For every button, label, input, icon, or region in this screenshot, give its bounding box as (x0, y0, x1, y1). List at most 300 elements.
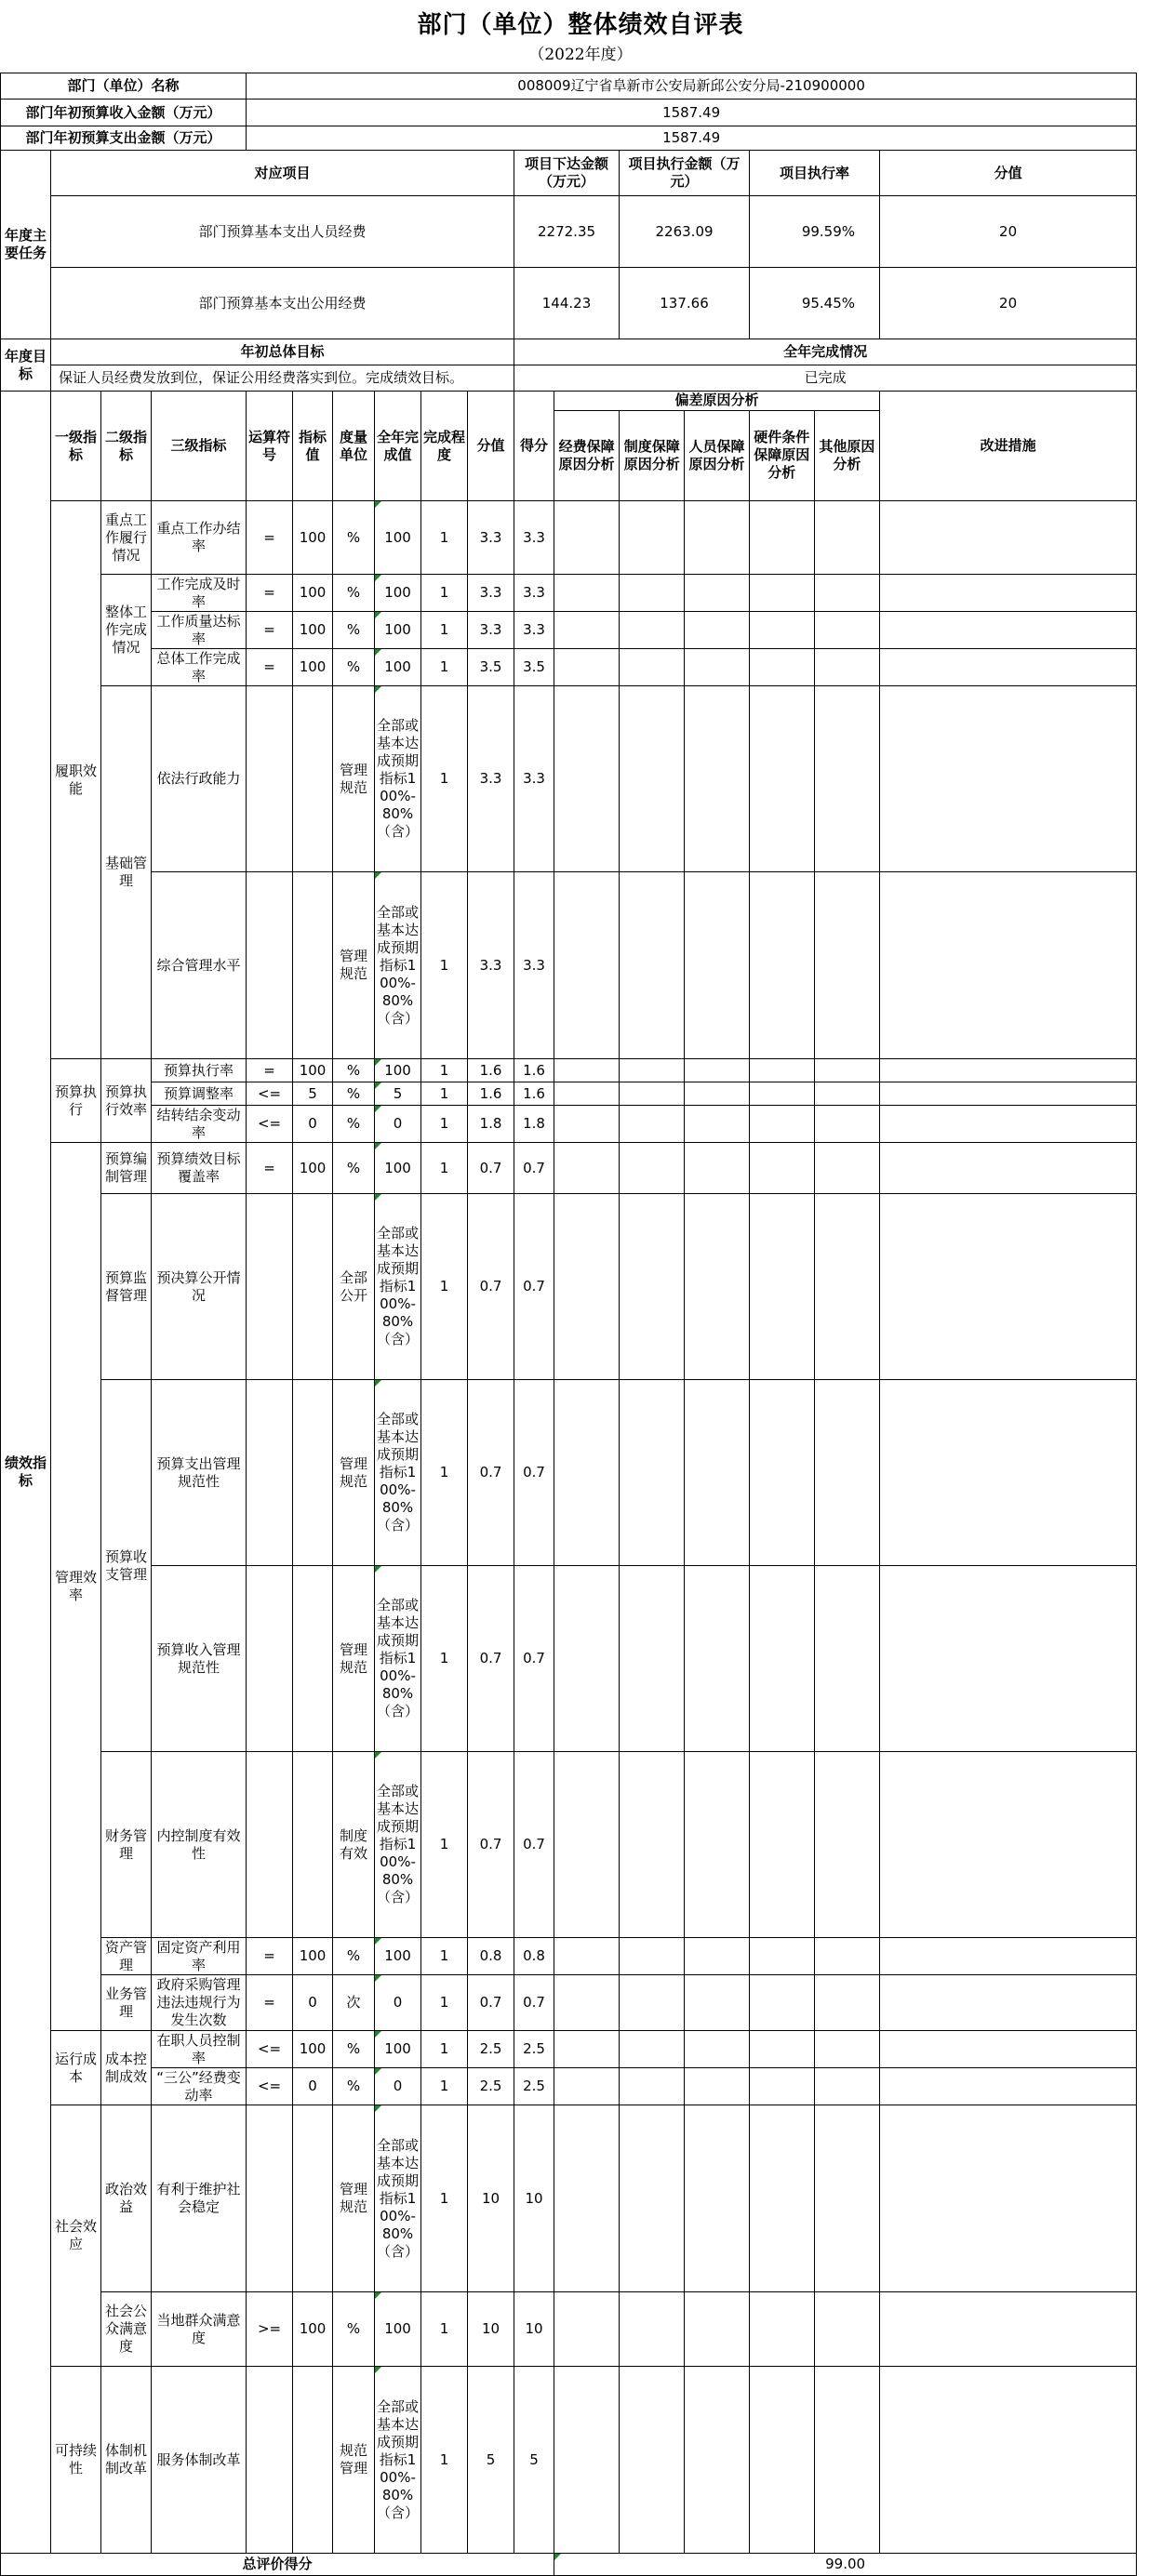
indicator-score-value: 3.3 (468, 575, 514, 612)
deviation-reason-cell (815, 1082, 880, 1106)
indicator-unit: 规范管理 (333, 2367, 375, 2554)
indicator-target: 0 (293, 2068, 333, 2105)
indicator-level1: 预算执行 (51, 1059, 101, 1143)
task-rate: 99.59% (750, 196, 880, 268)
indicator-score-value: 1.8 (468, 1106, 514, 1143)
indicator-level2: 财务管理 (101, 1752, 152, 1938)
indicator-unit: % (333, 1082, 375, 1106)
deviation-reason-cell (750, 612, 815, 649)
indicator-score: 0.7 (514, 1380, 554, 1566)
deviation-reason-cell (750, 575, 815, 612)
indicator-operator: = (247, 1975, 293, 2031)
deviation-reason-cell (554, 649, 620, 686)
col-operator: 运算符号 (247, 392, 293, 501)
deviation-reason-cell (815, 612, 880, 649)
indicator-level3: 工作完成及时率 (152, 575, 247, 612)
indicator-row (1, 575, 1137, 612)
tasks-col-project: 对应项目 (51, 151, 514, 196)
indicator-degree: 1 (421, 1380, 468, 1566)
total-row (1, 2554, 1137, 2576)
indicator-unit: 管理规范 (333, 686, 375, 872)
indicator-actual: 100 (375, 1143, 421, 1194)
indicator-degree: 1 (421, 1059, 468, 1082)
deviation-reason-cell (554, 1194, 620, 1380)
indicator-actual: 100 (375, 501, 421, 575)
deviation-reason-cell (750, 1938, 815, 1975)
deviation-reason-cell (815, 1380, 880, 1566)
indicator-actual: 0 (375, 1106, 421, 1143)
total-value: 99.00 (554, 2554, 1137, 2576)
indicator-level1: 运行成本 (51, 2031, 101, 2105)
deviation-reason-cell (750, 2292, 815, 2367)
deviation-reason-cell (815, 2367, 880, 2554)
tasks-side-label: 年度主要任务 (1, 151, 51, 339)
indicator-degree: 1 (421, 2105, 468, 2292)
indicator-operator (247, 2367, 293, 2554)
tasks-header-row (1, 151, 1137, 196)
deviation-reason-cell (750, 649, 815, 686)
indicator-operator: = (247, 575, 293, 612)
indicator-target: 100 (293, 1143, 333, 1194)
evaluation-table (0, 73, 1137, 2576)
indicator-level3: 预算支出管理规范性 (152, 1380, 247, 1566)
indicator-operator (247, 1566, 293, 1752)
deviation-reason-cell (554, 1752, 620, 1938)
indicator-degree: 1 (421, 1975, 468, 2031)
task-allocated: 144.23 (514, 268, 620, 339)
indicator-actual: 全部或基本达成预期指标100%-80%（含） (375, 686, 421, 872)
indicator-score-value: 10 (468, 2292, 514, 2367)
deviation-reason-cell (750, 501, 815, 575)
indicator-score-value: 0.7 (468, 1380, 514, 1566)
indicator-target: 0 (293, 1106, 333, 1143)
deviation-reason-cell (815, 1566, 880, 1752)
deviation-reason-cell (620, 1380, 685, 1566)
indicator-actual: 100 (375, 1938, 421, 1975)
deviation-reason-cell (554, 612, 620, 649)
indicator-score-value: 0.7 (468, 1975, 514, 2031)
deviation-reason-cell (620, 872, 685, 1059)
indicator-actual: 全部或基本达成预期指标100%-80%（含） (375, 872, 421, 1059)
indicator-operator (247, 686, 293, 872)
deviation-reason-cell (685, 2031, 750, 2068)
deviation-reason-cell (685, 2367, 750, 2554)
deviation-reason-cell (554, 501, 620, 575)
improvement-cell (880, 649, 1137, 686)
indicator-target: 100 (293, 612, 333, 649)
deviation-reason-cell (815, 1143, 880, 1194)
indicator-unit: % (333, 1938, 375, 1975)
tasks-row (1, 196, 1137, 268)
deviation-title: 偏差原因分析 (554, 392, 879, 410)
indicator-target: 0 (293, 1975, 333, 2031)
deviation-reason-cell (620, 612, 685, 649)
col-actual: 全年完成值 (375, 392, 421, 501)
deviation-reason-cell (620, 1059, 685, 1082)
goal-header: 年初总体目标 (51, 339, 514, 365)
expense-row (1, 126, 1137, 151)
indicator-target: 100 (293, 1938, 333, 1975)
goal-text: 保证人员经费发放到位，保证公用经费落实到位。完成绩效目标。 (51, 365, 514, 392)
indicator-row (1, 2105, 1137, 2292)
indicator-degree: 1 (421, 1082, 468, 1106)
indicator-target: 100 (293, 1059, 333, 1082)
indicator-level3: 综合管理水平 (152, 872, 247, 1059)
indicator-degree: 1 (421, 501, 468, 575)
improvement-cell (880, 1143, 1137, 1194)
deviation-reason-cell (815, 1975, 880, 2031)
deviation-reason-cell (554, 1938, 620, 1975)
indicator-level1: 可持续性 (51, 2367, 101, 2554)
indicator-actual: 0 (375, 1975, 421, 2031)
indicator-operator (247, 1752, 293, 1938)
indicator-actual: 100 (375, 612, 421, 649)
deviation-reason-cell (554, 2068, 620, 2105)
col-score: 得分 (514, 392, 554, 501)
indicator-row (1, 1752, 1137, 1938)
indicator-degree: 1 (421, 2068, 468, 2105)
indicator-score-value: 10 (468, 2105, 514, 2292)
task-project: 部门预算基本支出公用经费 (51, 268, 514, 339)
indicator-score: 3.3 (514, 612, 554, 649)
indicator-level3: 内控制度有效性 (152, 1752, 247, 1938)
col-score-value: 分值 (468, 392, 514, 501)
deviation-reason-cell (750, 1106, 815, 1143)
indicator-level2: 预算编制管理 (101, 1143, 152, 1194)
indicator-score: 0.7 (514, 1143, 554, 1194)
indicator-level2: 预算收支管理 (101, 1380, 152, 1752)
indicator-actual: 全部或基本达成预期指标100%-80%（含） (375, 1194, 421, 1380)
total-label: 总评价得分 (1, 2554, 554, 2576)
deviation-reason-cell (620, 1938, 685, 1975)
deviation-reason-cell (750, 686, 815, 872)
deviation-reason-cell (685, 1143, 750, 1194)
indicator-score-value: 3.3 (468, 501, 514, 575)
deviation-reason-cell (815, 1194, 880, 1380)
deviation-reason-cell (685, 872, 750, 1059)
indicator-unit: % (333, 649, 375, 686)
indicator-target: 100 (293, 2031, 333, 2068)
tasks-row (1, 268, 1137, 339)
indicator-row (1, 872, 1137, 1059)
indicator-level1: 社会效应 (51, 2105, 101, 2367)
indicator-degree: 1 (421, 612, 468, 649)
task-executed: 2263.09 (620, 196, 750, 268)
indicator-actual: 100 (375, 1059, 421, 1082)
deviation-reason-cell (620, 2068, 685, 2105)
indicator-operator: = (247, 1143, 293, 1194)
indicator-degree: 1 (421, 1194, 468, 1380)
improvement-cell (880, 872, 1137, 1059)
task-executed: 137.66 (620, 268, 750, 339)
deviation-reason-cell (815, 501, 880, 575)
indicator-score: 0.7 (514, 1752, 554, 1938)
indicator-operator: = (247, 501, 293, 575)
deviation-reason-cell (554, 2105, 620, 2292)
indicator-unit: % (333, 575, 375, 612)
deviation-reason-cell (554, 1566, 620, 1752)
indicator-operator: = (247, 649, 293, 686)
indicator-row (1, 1975, 1137, 2031)
deviation-reason-cell (750, 872, 815, 1059)
improvement-cell (880, 1082, 1137, 1106)
col-deviation-reason: 硬件条件保障原因分析 (749, 410, 814, 500)
unit-name-value: 008009辽宁省阜新市公安局新邱公安分局-210900000 (247, 73, 1137, 100)
indicator-level2: 重点工作履行情况 (101, 501, 152, 575)
indicator-level3: 总体工作完成率 (152, 649, 247, 686)
deviation-reason-cell (685, 1752, 750, 1938)
indicator-degree: 1 (421, 2292, 468, 2367)
indicator-score: 3.3 (514, 575, 554, 612)
indicator-operator (247, 1194, 293, 1380)
indicator-operator: >= (247, 2292, 293, 2367)
deviation-reason-cell (620, 649, 685, 686)
improvement-cell (880, 1752, 1137, 1938)
deviation-reason-cell (554, 2031, 620, 2068)
goal-row (1, 365, 1137, 392)
deviation-reason-cell (685, 686, 750, 872)
deviation-reason-cell (620, 1194, 685, 1380)
improvement-cell (880, 2031, 1137, 2068)
unit-name-label: 部门（单位）名称 (1, 73, 247, 100)
indicator-score-value: 3.3 (468, 612, 514, 649)
deviation-reason-cell (815, 872, 880, 1059)
deviation-reason-cell (554, 1380, 620, 1566)
indicator-level3: 结转结余变动率 (152, 1106, 247, 1143)
improvement-cell (880, 575, 1137, 612)
col-deviation-reason: 经费保障原因分析 (554, 410, 620, 500)
deviation-reason-cell (750, 2031, 815, 2068)
indicator-target (293, 2105, 333, 2292)
deviation-reason-cell (685, 2068, 750, 2105)
col-deviation-reason: 人员保障原因分析 (685, 410, 750, 500)
indicator-unit: % (333, 2292, 375, 2367)
deviation-reason-cell (750, 1975, 815, 2031)
expense-label: 部门年初预算支出金额（万元） (1, 126, 247, 151)
indicator-unit: % (333, 1106, 375, 1143)
indicator-score-value: 1.6 (468, 1059, 514, 1082)
indicator-actual: 5 (375, 1082, 421, 1106)
task-score-value: 20 (880, 196, 1137, 268)
deviation-reason-cell (685, 575, 750, 612)
indicator-level3: 服务体制改革 (152, 2367, 247, 2554)
indicator-level2: 基础管理 (101, 686, 152, 1059)
indicator-unit: 制度有效 (333, 1752, 375, 1938)
indicator-row (1, 2367, 1137, 2554)
indicator-unit: % (333, 1059, 375, 1082)
indicator-operator: = (247, 1938, 293, 1975)
indicator-target (293, 1752, 333, 1938)
indicator-level2: 体制机制改革 (101, 2367, 152, 2554)
deviation-reason-cell (815, 2105, 880, 2292)
indicator-actual: 100 (375, 2292, 421, 2367)
task-allocated: 2272.35 (514, 196, 620, 268)
deviation-reason-cell (685, 1106, 750, 1143)
indicator-operator (247, 1380, 293, 1566)
deviation-reason-cell (685, 1566, 750, 1752)
indicator-score-value: 0.7 (468, 1194, 514, 1380)
indicator-score-value: 2.5 (468, 2068, 514, 2105)
unit-name-row (1, 73, 1137, 100)
indicator-header-row (1, 392, 1137, 501)
indicator-score-value: 3.3 (468, 872, 514, 1059)
indicator-actual: 0 (375, 2068, 421, 2105)
indicator-target: 100 (293, 649, 333, 686)
indicator-degree: 1 (421, 686, 468, 872)
indicator-score: 10 (514, 2292, 554, 2367)
tasks-col-allocated: 项目下达金额（万元） (514, 151, 620, 196)
indicator-row (1, 1106, 1137, 1143)
indicator-level3: 工作质量达标率 (152, 612, 247, 649)
col-unit: 度量单位 (333, 392, 375, 501)
indicator-target (293, 686, 333, 872)
indicator-score-value: 1.6 (468, 1082, 514, 1106)
indicator-level3: 预算调整率 (152, 1082, 247, 1106)
indicator-unit: 管理规范 (333, 872, 375, 1059)
indicator-level3: 重点工作办结率 (152, 501, 247, 575)
indicator-level3: “三公”经费变动率 (152, 2068, 247, 2105)
indicator-level2: 资产管理 (101, 1938, 152, 1975)
indicator-level3: 政府采购管理违法违规行为发生次数 (152, 1975, 247, 2031)
improvement-cell (880, 1106, 1137, 1143)
improvement-cell (880, 2068, 1137, 2105)
deviation-reason-cell (620, 2031, 685, 2068)
deviation-reason-cell (620, 1752, 685, 1938)
indicator-degree: 1 (421, 1566, 468, 1752)
indicator-unit: 管理规范 (333, 2105, 375, 2292)
deviation-reason-cell (750, 1082, 815, 1106)
indicator-row (1, 1059, 1137, 1082)
deviation-reason-cell (620, 2367, 685, 2554)
indicator-score: 1.6 (514, 1059, 554, 1082)
indicator-actual: 全部或基本达成预期指标100%-80%（含） (375, 2367, 421, 2554)
improvement-cell (880, 612, 1137, 649)
indicator-level2: 社会公众满意度 (101, 2292, 152, 2367)
indicator-unit: % (333, 2031, 375, 2068)
improvement-cell (880, 1059, 1137, 1082)
deviation-reason-cell (685, 612, 750, 649)
indicator-degree: 1 (421, 1752, 468, 1938)
indicator-score: 0.7 (514, 1194, 554, 1380)
indicator-score-value: 3.3 (468, 686, 514, 872)
indicator-target (293, 1194, 333, 1380)
deviation-reason-cell (620, 686, 685, 872)
indicator-score: 0.7 (514, 1566, 554, 1752)
indicator-level1: 管理效率 (51, 1143, 101, 2031)
indicator-row (1, 649, 1137, 686)
deviation-reason-cell (685, 2105, 750, 2292)
deviation-reason-cell (554, 575, 620, 612)
deviation-reason-cell (750, 1194, 815, 1380)
indicator-level3: 预算收入管理规范性 (152, 1566, 247, 1752)
col-level3: 三级指标 (152, 392, 247, 501)
indicator-row (1, 1082, 1137, 1106)
indicator-target: 5 (293, 1082, 333, 1106)
col-level1: 一级指标 (51, 392, 101, 501)
deviation-reason-cell (620, 1566, 685, 1752)
improvement-cell (880, 501, 1137, 575)
deviation-reason-cell (554, 1975, 620, 2031)
indicator-level3: 固定资产利用率 (152, 1938, 247, 1975)
indicator-score: 3.3 (514, 686, 554, 872)
deviation-reason-cell (815, 1938, 880, 1975)
indicator-score: 0.7 (514, 1975, 554, 2031)
indicator-level2: 预算监督管理 (101, 1194, 152, 1380)
indicators-side-label: 绩效指标 (1, 392, 51, 2554)
indicator-row (1, 1566, 1137, 1752)
indicator-degree: 1 (421, 649, 468, 686)
deviation-reason-cell (685, 649, 750, 686)
deviation-reason-cell (750, 1059, 815, 1082)
deviation-reason-cell (815, 2031, 880, 2068)
indicator-row (1, 2031, 1137, 2068)
indicator-degree: 1 (421, 1938, 468, 1975)
indicator-score: 2.5 (514, 2031, 554, 2068)
deviation-reason-cell (750, 1143, 815, 1194)
deviation-reason-cell (815, 1059, 880, 1082)
indicator-score-value: 2.5 (468, 2031, 514, 2068)
indicator-operator: = (247, 1059, 293, 1082)
col-deviation-reason: 制度保障原因分析 (620, 410, 685, 500)
indicator-unit: 全部公开 (333, 1194, 375, 1380)
deviation-reason-cell (620, 1975, 685, 2031)
indicator-row (1, 2068, 1137, 2105)
indicator-score: 3.3 (514, 872, 554, 1059)
indicator-score: 3.5 (514, 649, 554, 686)
indicator-row (1, 1143, 1137, 1194)
indicator-operator: <= (247, 2068, 293, 2105)
indicator-row (1, 1938, 1137, 1975)
indicator-operator (247, 2105, 293, 2292)
deviation-reason-cell (750, 2068, 815, 2105)
indicator-actual: 100 (375, 575, 421, 612)
task-rate: 95.45% (750, 268, 880, 339)
deviation-reason-cell (815, 686, 880, 872)
deviation-reason-cell (750, 1752, 815, 1938)
indicator-row (1, 501, 1137, 575)
indicator-level3: 预算执行率 (152, 1059, 247, 1082)
indicator-degree: 1 (421, 575, 468, 612)
deviation-reason-cell (554, 1143, 620, 1194)
indicator-level3: 有利于维护社会稳定 (152, 2105, 247, 2292)
indicator-degree: 1 (421, 2367, 468, 2554)
deviation-reason-cell (815, 575, 880, 612)
improvement-cell (880, 2367, 1137, 2554)
deviation-reason-cell (685, 1380, 750, 1566)
indicator-score: 10 (514, 2105, 554, 2292)
page-subtitle: （2022年度） (528, 46, 633, 64)
indicator-level2: 政治效益 (101, 2105, 152, 2292)
page-title: 部门（单位）整体绩效自评表 (417, 11, 744, 39)
indicator-operator: <= (247, 2031, 293, 2068)
deviation-reason-cell (815, 2292, 880, 2367)
deviation-reason-cell (554, 686, 620, 872)
completion-text: 已完成 (514, 365, 1137, 392)
indicator-score: 1.8 (514, 1106, 554, 1143)
indicator-target: 100 (293, 575, 333, 612)
deviation-reason-cell (620, 2105, 685, 2292)
goal-side-label: 年度目标 (1, 339, 51, 392)
deviation-reason-cell (685, 1059, 750, 1082)
deviation-reason-cell (685, 501, 750, 575)
indicator-unit: % (333, 1143, 375, 1194)
indicator-degree: 1 (421, 2031, 468, 2068)
indicator-score: 3.3 (514, 501, 554, 575)
indicator-score-value: 0.7 (468, 1566, 514, 1752)
indicator-row (1, 1194, 1137, 1380)
indicator-degree: 1 (421, 1106, 468, 1143)
indicator-score: 0.8 (514, 1938, 554, 1975)
